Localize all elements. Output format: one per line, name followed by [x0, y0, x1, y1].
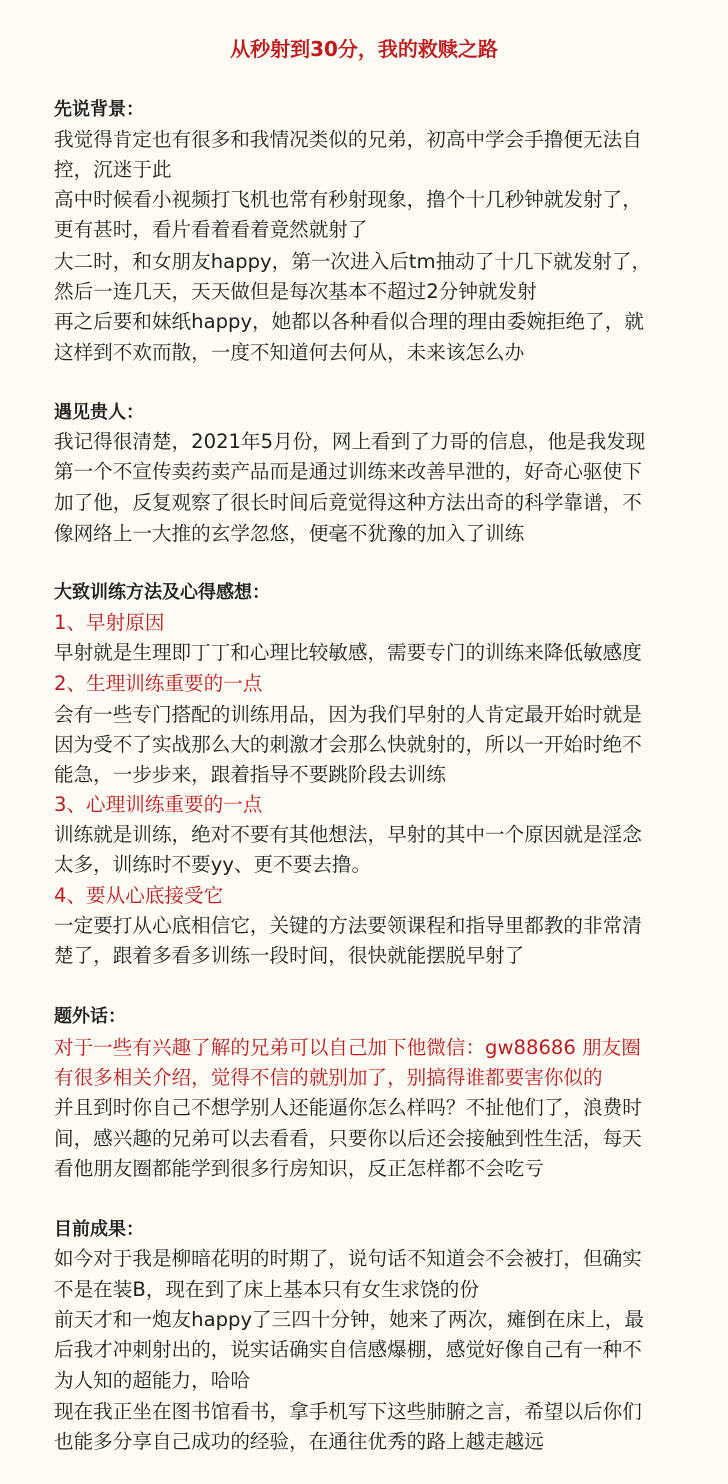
paragraph-line: 训练就是训练，绝对不要有其他想法，早射的其中一个原因就是淫念 [54, 823, 642, 846]
paragraph-line: 后我才冲刺射出的，说实话确实自信感爆棚，感觉好像自己有一种不 [54, 1338, 642, 1361]
paragraph-line: 也能多分享自己成功的经验，在通往优秀的路上越走越远 [54, 1430, 544, 1453]
subheading-cause: 1、早射原因 [54, 611, 165, 634]
paragraph-line: 楚了，跟着多看多训练一段时间，很快就能摆脱早射了 [54, 944, 525, 967]
paragraph-line: 看他朋友圈都能学到很多行房知识，反正怎样都不会吃亏 [54, 1157, 544, 1180]
paragraph-line: 加了他，反复观察了很长时间后竟觉得这种方法出奇的科学靠谱，不 [54, 491, 642, 514]
section-heading-results: 目前成果： [54, 1219, 144, 1240]
paragraph-line: 控，沉迷于此 [54, 158, 172, 181]
section-heading-mentor: 遇见贵人： [54, 402, 144, 423]
paragraph-line: 大二时，和女朋友happy，第一次进入后tm抽动了十几下就发射了， [54, 250, 652, 273]
subheading-physical: 2、生理训练重要的一点 [54, 672, 263, 695]
paragraph-line: 然后一连几天，天天做但是每次基本不超过2分钟就发射 [54, 280, 537, 303]
paragraph-line: 如今对于我是柳暗花明的时期了，说句话不知道会不会被打，但确实 [54, 1247, 642, 1270]
paragraph-line: 早射就是生理即丁丁和心理比较敏感，需要专门的训练来降低敏感度 [54, 641, 642, 664]
paragraph-line: 不是在装B，现在到了床上基本只有女生求饶的份 [54, 1278, 479, 1301]
paragraph-line: 太多，训练时不要yy、更不要去撸。 [54, 853, 372, 876]
paragraph-line: 为人知的超能力，哈哈 [54, 1369, 250, 1392]
section-heading-method: 大致训练方法及心得感想： [54, 582, 270, 603]
paragraph-line: 第一个不宣传卖药卖产品而是通过训练来改善早泄的，好奇心驱使下 [54, 460, 642, 483]
paragraph-line: 因为受不了实战那么大的刺激才会那么快就射的，所以一开始时绝不 [54, 733, 642, 756]
paragraph-line: 更有甚时，看片看着看着竟然就射了 [54, 218, 368, 241]
paragraph-line: 间，感兴趣的兄弟可以去看看，只要你以后还会接触到性生活，每天 [54, 1127, 642, 1150]
subheading-psychological: 3、心理训练重要的一点 [54, 793, 263, 816]
paragraph-line: 并且到时你自己不想学别人还能逼你怎么样吗？不扯他们了，浪费时 [54, 1096, 642, 1119]
paragraph-line: 再之后要和妹纸happy，她都以各种看似合理的理由委婉拒绝了，就 [54, 310, 644, 333]
paragraph-line: 我觉得肯定也有很多和我情况类似的兄弟，初高中学会手撸便无法自 [54, 128, 642, 151]
paragraph-line: 高中时候看小视频打飞机也常有秒射现象，撸个十几秒钟就发射了， [54, 188, 642, 211]
subheading-acceptance: 4、要从心底接受它 [54, 884, 224, 907]
article-title: 从秒射到30分，我的救赎之路 [230, 37, 498, 61]
section-heading-background: 先说背景： [54, 99, 144, 120]
paragraph-line: 能急，一步步来，跟着指导不要跳阶段去训练 [54, 763, 446, 786]
paragraph-line: 前天才和一炮友happy了三四十分钟，她来了两次，瘫倒在床上，最 [54, 1308, 644, 1331]
paragraph-line: 现在我正坐在图书馆看书，拿手机写下这些肺腑之言，希望以后你们 [54, 1400, 642, 1423]
paragraph-line: 我记得很清楚，2021年5月份，网上看到了力哥的信息，他是我发现 [54, 430, 646, 453]
section-heading-aside: 题外话： [54, 1006, 126, 1027]
highlight-line: 有很多相关介绍，觉得不信的就别加了，别搞得谁都要害你似的 [54, 1066, 603, 1089]
paragraph-line: 像网络上一大推的玄学忽悠，便毫不犹豫的加入了训练 [54, 522, 525, 545]
paragraph-line: 这样到不欢而散，一度不知道何去何从，未来该怎么办 [54, 341, 525, 364]
highlight-line: 对于一些有兴趣了解的兄弟可以自己加下他微信：gw88686 朋友圈 [54, 1036, 641, 1059]
paragraph-line: 会有一些专门搭配的训练用品，因为我们早射的人肯定最开始时就是 [54, 703, 642, 726]
paragraph-line: 一定要打从心底相信它，关键的方法要领课程和指导里都教的非常清 [54, 914, 642, 937]
